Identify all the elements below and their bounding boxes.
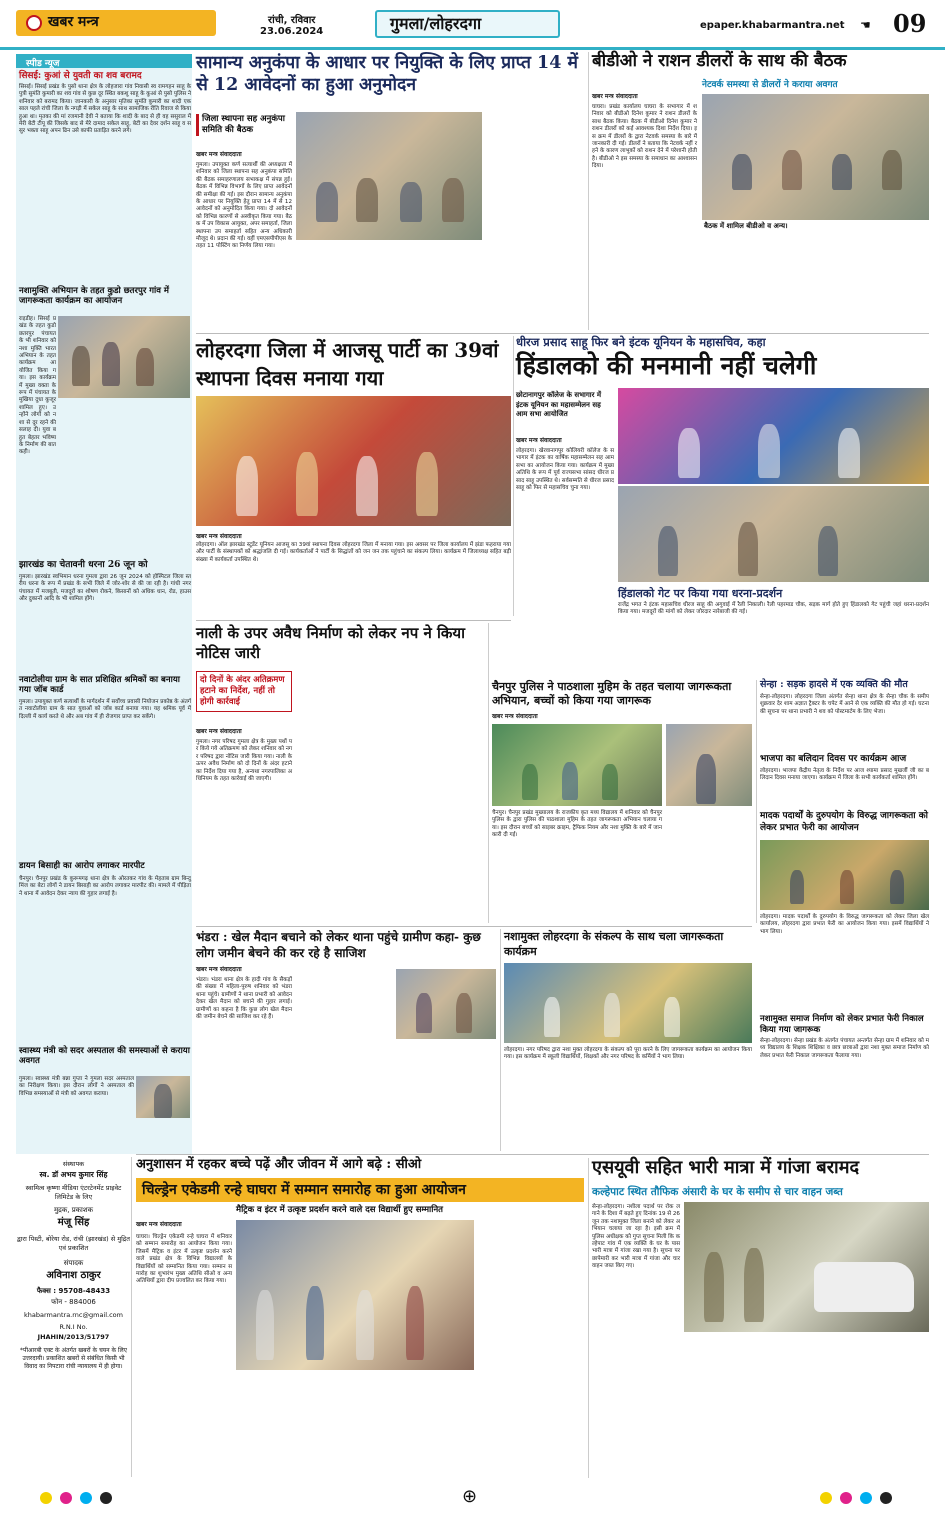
bhandra-photo xyxy=(396,969,496,1039)
brand-name: खबर मन्त्र xyxy=(48,14,99,30)
children-sub: मैट्रिक व इंटर में उत्कृष्ट प्रदर्शन करने वाले दस विद्यार्थी हुए सम्मानित xyxy=(236,1205,444,1215)
ganja-body: सेन्हा-लोहरदगा। नशीला पदार्थ पर रोक लगाने के दिशा में बढ़ते हुए दिनांक 19 से 26 जून तक नशामुक्त जिला बनाने को लेकर अभियान चलाया जा रहा है। इसी क्रम में पुलिस अधीक्षक को गुप्त सूचना मिली कि कल्हेपाट गांव में एक व्यक्ति के घर के पास भारी मात्रा में गांजा रखा गया है। सूचना पर छापेमारी कर भारी मात्रा में गांजा और चार वाहन जब्त किए गए। xyxy=(592,1204,680,1270)
sadak-photo xyxy=(760,840,929,910)
bdo-body-col2 xyxy=(702,234,929,328)
anukampa-photo xyxy=(296,112,482,240)
story-dhiraj xyxy=(516,336,929,676)
email[interactable]: khabarmantra.rnc@gmail.com xyxy=(24,1311,123,1319)
sadak-h3: मादक पदार्थों के दुरुपयोग के विरुद्ध जागरूकता को लेकर प्रभात फेरी का आयोजन xyxy=(760,811,928,833)
story-anukampa xyxy=(196,52,584,330)
s4-body: गुमला। उपायुक्त कर्ण सत्यार्थी के मार्गदर्शन में सर्वोच्च प्रवासी नियोजन प्रकोष्ठ के अंतर्गत नवाटोलीया ग्राम के सात युवाओं को जॉब कार्ड बनाया गया। यह श्रमिक पूर्व में दिल्ली में कार्य करते थे और अब गांव में ही रोजगार प्राप्त कर सकेंगे। xyxy=(19,699,191,720)
s3-title: झारखंड का चेतावनी धरना 26 जून को xyxy=(19,560,148,570)
printer: मंजू सिंह xyxy=(57,1217,90,1228)
story-nasha xyxy=(504,929,752,1151)
page-number: 09 xyxy=(893,9,927,38)
ganja-body-col3 xyxy=(808,1336,929,1474)
dhiraj-photo2 xyxy=(618,486,929,582)
speed-news-text: स्पीड न्यूज xyxy=(26,59,60,69)
s2-body-cont xyxy=(19,400,191,508)
nali-body: गुमला। नगर परिषद गुमला क्षेत्र के मुख्य पथों पर किये गये अतिक्रमण को लेकर शनिवार को नगर परिषद द्वारा नोटिस जारी किया गया। नाली के ऊपर अवैध निर्माण को दो दिनों के अंदर हटाने का निर्देश दिया गया है, अन्यथा नगरपालिका अधिनियम के तहत कार्रवाई की जाएगी। xyxy=(196,739,292,783)
s2-body: राइडीह। सिसई प्रखंड के तहत कुडो छतरपुर पंचायत के भी शनिवार को नशा मुक्ति भारत अभियान के तहत कार्यक्रम आयोजित किया गया। इस कार्यक्रम में मुख्य वक्ता के रूप में पंचायत के मुखिया दुधा कुजूर शामिल हुए। उन्होंने लोगों को नशा से दूर रहने की सलाह दी। युवा बहुत बेहतर भविष्य के निर्माण की बात कही। xyxy=(19,316,56,456)
nasha-headline: नशामुक्त लोहरदगा के संकल्प के साथ चला जागरूकता कार्यक्रम xyxy=(504,930,724,958)
sadak-body3: लोहरदगा। मादक पदार्थों के दुरुपयोग के विरुद्ध जागरूकता को लेकर जिला खेल कार्यालय, लोहरदगा द्वारा प्रभात फेरी का आयोजन किया गया। इसमें विद्यार्थियों ने भाग लिया। xyxy=(760,914,929,935)
children-kicker: अनुशासन में रहकर बच्चे पढ़ें और जीवन में आगे बढ़े : सीओ xyxy=(136,1157,422,1172)
bdo-photo xyxy=(702,94,929,220)
ganja-sub: कल्हेपाट स्थित तौफिक अंसारी के घर के समीप से चार वाहन जब्त xyxy=(592,1186,843,1198)
address: द्वारा पिस्टी, बोरेया रोड, रांची (झारखंड) से मुद्रित एवं प्रकाशित xyxy=(17,1234,130,1252)
children-photo xyxy=(236,1220,474,1370)
left-column xyxy=(16,54,192,1154)
anukampa-body-col3 xyxy=(486,162,582,328)
sadak-h2: भाजपा का बलिदान दिवस पर कार्यक्रम आज xyxy=(760,754,907,764)
children-headline: चिल्ड्रेन एकेडमी रन्हे घाघरा में सम्मान समारोह का हुआ आयोजन xyxy=(142,1182,466,1198)
s5-body: चैनपुर। चैनपुर प्रखंड के कुरूमगढ़ थाना क्षेत्र के ओरतकर गांव के मेहताब ग्राम बिन्दु मिंज का बेटा लोगों ने डायन बिसाही का आरोप लगाकर मारपीट की। मामले में पीड़िता ने थाना में आवेदन देकर न्याय की गुहार लगाई है। xyxy=(19,876,191,897)
dhiraj-sub: छोटानागपुर कॉलेज के सभागार में इंटक यूनियन का महासम्मेलन सह आम सभा आयोजित xyxy=(516,390,602,418)
bhandra-byline: खबर मन्त्र संवाददाता xyxy=(196,966,242,973)
s6-title: स्वास्थ्य मंत्री को सदर अस्पताल की समस्याओं से कराया अवगत xyxy=(19,1046,190,1066)
nali-body-col3 xyxy=(392,671,484,919)
ganja-body-col2 xyxy=(684,1336,804,1474)
dhiraj-byline: खबर मन्त्र संवाददाता xyxy=(516,437,562,444)
sadak-headline: सेन्हा : सड़क हादसे में एक व्यक्ति की मौत xyxy=(760,679,908,690)
dhiraj-kicker: धीरज प्रसाद साहू फिर बने इंटक यूनियन के महासचिव, कहा xyxy=(516,335,766,349)
children-body-col2 xyxy=(236,1374,474,1474)
brand-bar xyxy=(16,10,216,36)
anukampa-body-col2 xyxy=(296,244,482,328)
color-swatch-6 xyxy=(840,1492,852,1504)
chainpur-headline: चैनपुर पुलिस ने पाठशाला मुहिम के तहत चलाया जागरूकता अभियान, बच्चों को किया गया जागरूक xyxy=(492,680,732,707)
ajsu-photo xyxy=(196,396,511,526)
dhiraj-sub2: हिंडालको गेट पर किया गया धरना-प्रदर्शन xyxy=(618,587,783,600)
anukampa-headline: सामान्य अनुकंपा के आधार पर नियुक्ति के लिए प्राप्त 14 में से 12 आवेदनों का हुआ अनुमोदन xyxy=(196,53,578,95)
dhiraj-headline: हिंडालको की मनमानी नहीं चलेगी xyxy=(516,351,817,380)
bhandra-body-col2 xyxy=(296,977,392,1149)
printer-label: मुद्रक, प्रकाशक xyxy=(53,1206,94,1214)
bdo-photo-caption: बैठक में शामिल बीडीओ व अन्य। xyxy=(704,221,788,230)
color-swatch-2 xyxy=(60,1492,72,1504)
masthead-date: 23.06.2024 xyxy=(260,26,324,37)
masthead-city-day: रांची, रविवार xyxy=(268,15,316,26)
sadak-h4: नशामुक्त समाज निर्माण को लेकर प्रभात फेरी निकाल किया गया जागरूक xyxy=(760,1014,924,1035)
sadak-body4: सेन्हा-लोहरदगा। सेन्हा प्रखंड के अंतर्गत पंचायत अन्तर्गत सेन्हा ग्राम में शनिवार को मध्य विद्यालय के शिक्षक शिक्षिका व छात्र छात्राओं द्वारा नशा मुक्त समाज निर्माण को लेकर प्रभात फेरी निकाल जागरूकता फैलाया गया। xyxy=(760,1038,929,1059)
sadak-body2: लोहरदगा। भाजपा केंद्रीय नेतृत्व के निर्देश पर आज श्यामा प्रसाद मुखर्जी जी का बलिदान दिवस मनाया जाएगा। कार्यक्रम में जिला के सभी कार्यकर्ता शामिल होंगे। xyxy=(760,768,929,782)
s4-title: नवाटोलीया ग्राम के सात प्रशिक्षित श्रमिकों का बनाया गया जॉब कार्ड xyxy=(19,675,180,695)
bdo-body: घाघरा। प्रखंड कार्यालय घाघरा के सभागार में शनिवार को बीडीओ दिनेश कुमार ने राशन डीलरों के साथ बैठक किया। बैठक में बीडीओ दिनेश कुमार ने राशन डीलरों को कई आवश्यक दिशा निर्देश दिया। इस क्रम में डीलरों के द्वारा नेटवर्क समस्या के बारे में जानकारी दी गई। डीलरों ने बताया कि नेटवर्क नहीं रहने के कारण लाभुकों को राशन देने में परेशानी होती है। बीडीओ ने इस समस्या के समाधान का आश्वासन दिया। xyxy=(592,104,697,170)
nali-headline: नाली के उपर अवैध निर्माण को लेकर नप ने किया नोटिस जारी xyxy=(196,624,465,662)
bdo-byline: खबर मन्त्र संवाददाता xyxy=(592,93,638,100)
phone: फोन - 884006 xyxy=(51,1298,96,1306)
suv-shape xyxy=(814,1262,914,1312)
color-swatch-1 xyxy=(40,1492,52,1504)
rni-label: R.N.I No. xyxy=(59,1323,88,1331)
children-body: घाघरा। चिल्ड्रेन एकेडमी रन्हे घाघरा में शनिवार को सम्मान समारोह का आयोजन किया गया। जिसमें मैट्रिक व इंटर में उत्कृष्ट प्रदर्शन करने वाले प्रखंड क्षेत्र के विभिन्न विद्यालयों के विद्यार्थियों को सम्मानित किया गया। सम्मान समारोह का शुभारंभ मुख्य अतिथि सीओ व अन्य अतिथियों द्वारा दीप प्रज्वलित कर किया गया। xyxy=(136,1234,232,1285)
chainpur-body: चैनपुर। चैनपुर प्रखंड मुख्यालय के राजकीय कृत मध्य विद्यालय में शनिवार को चैनपुर पुलिस के द्वारा पुलिस की पाठशाला मुहिम के तहत जागरूकता अभियान चलाया गया। इस दौरान बच्चों को साइबर क्राइम, ट्रैफिक नियम और नशा मुक्ति के बारे में जानकारी दी गई। xyxy=(492,810,662,839)
nali-callout: दो दिनों के अंदर अतिक्रमण हटाने का निर्देश, नहीं तो होगी कार्रवाई xyxy=(196,671,292,712)
nali-byline: खबर मन्त्र संवाददाता xyxy=(196,728,242,735)
owner: स्वामित्व कृष्णा मीडिया एंटरटेनमेंट प्राइवेट लिमिटेड के लिए xyxy=(25,1184,122,1201)
editorial-box xyxy=(16,1157,132,1477)
cursor-icon: ☚ xyxy=(860,18,871,32)
website[interactable]: epaper.khabarmantra.net xyxy=(700,20,845,31)
ajsu-body: लोहरदगा। ऑल झारखंड स्टूडेंट यूनियन आजसू का 39वां स्थापना दिवस लोहरदगा जिला में मनाया गया। इस अवसर पर जिला कार्यालय में झंडा फहराया गया और पार्टी के संस्थापकों को श्रद्धांजलि दी गई। कार्यकर्ताओं ने पार्टी के सिद्धांतों को जन जन तक पहुंचाने का संकल्प लिया। कार्यक्रम में जिलाध्यक्ष सहित बड़ी संख्या में कार्यकर्ता उपस्थित थे। xyxy=(196,542,511,563)
story-children xyxy=(136,1158,584,1478)
rni-number: JHAHIN/2013/51797 xyxy=(37,1333,110,1341)
bdo-headline: बीडीओ ने राशन डीलरों के साथ की बैठक xyxy=(592,51,847,71)
nali-body-col2 xyxy=(296,671,388,919)
bhandra-headline: भंडरा : खेल मैदान बचाने को लेकर थाना पहुंचे ग्रामीण कहा- कुछ लोग जमीन बेचने की कर रहे है साजिश xyxy=(196,930,481,960)
ganja-photo xyxy=(684,1202,929,1332)
story-bhandra xyxy=(196,929,496,1151)
chainpur-body-col2 xyxy=(666,810,752,920)
legal-note: *पीआरबी एक्ट के अंतर्गत खबरों के चयन के लिए उत्तरदायी। प्रकाशित खबरों से संबंधित किसी भी विवाद का निपटारा रांची न्यायालय में ही होगा। xyxy=(20,1347,127,1370)
color-swatch-7 xyxy=(860,1492,872,1504)
dhiraj-body2: राजेंद्र भगत ने इंटक महासचिव धीरज साहू की अगुवाई में रैली निकाली। रैली पहरमाड चौक, सड़क मार्ग होते हुए हिंडालको गेट पहुंची जहां धरना-प्रदर्शन किया गया। मजदूरों की मांगों को लेकर जोरदार नारेबाजी की गई। xyxy=(618,602,929,616)
sadak-body: सेन्हा-लोहरदगा। लोहरदगा जिला अंतर्गत सेन्हा थाना क्षेत्र के सेन्हा चौक के समीप शुक्रवार देर शाम अज्ञात ट्रैक्टर के चपेट में आने से एक व्यक्ति की मौत हो गई। घटना की सूचना पर थाना प्रभारी ने शव को पोस्टमार्टम के लिए भेजा। xyxy=(760,694,929,715)
nasha-photo xyxy=(504,963,752,1043)
story-sadak xyxy=(760,680,929,1150)
dhiraj-photo xyxy=(618,388,929,484)
nasha-body: लोहरदगा। नगर परिषद द्वारा नशा मुक्त लोहरदगा के संकल्प को पूरा करने के लिए जागरूकता कार्यक्रम का आयोजन किया गया। इस कार्यक्रम में स्कूली विद्यार्थियों, शिक्षकों और नगर परिषद के कर्मियों ने भाग लिया। xyxy=(504,1047,752,1061)
story-chainpur xyxy=(492,680,752,923)
founder-label: संस्थापक xyxy=(62,1160,85,1168)
ajsu-headline: लोहरदगा जिला में आजसू पार्टी का 39वां स्थापना दिवस मनाया गया xyxy=(196,338,499,390)
story-ganja xyxy=(592,1158,929,1478)
s2-title: नशामुक्ति अभियान के तहत कुडो छतरपुर गांव में जागरूकता कार्यक्रम का आयोजन xyxy=(19,286,170,306)
fax: फैक्स : 95708-48433 xyxy=(36,1287,111,1295)
ganja-headline: एसयूवी सहित भारी मात्रा में गांजा बरामद xyxy=(592,1157,860,1178)
color-swatch-3 xyxy=(80,1492,92,1504)
editor-label: संपादक xyxy=(63,1258,84,1267)
chainpur-photo2 xyxy=(666,724,752,806)
bhandra-body-col3 xyxy=(396,1043,496,1149)
editor: अविनाश ठाकुर xyxy=(46,1269,101,1281)
s5-title: डायन बिसाही का आरोप लगाकर मारपीट xyxy=(19,861,145,871)
story-ajsu xyxy=(196,336,511,616)
chainpur-photo xyxy=(492,724,662,806)
registration-mark-icon: ⊕ xyxy=(462,1486,478,1507)
anukampa-sub: जिला स्थापना सह अनुकंपा समिति की बैठक xyxy=(196,114,292,136)
s2-photo xyxy=(58,316,190,398)
anukampa-body: गुमला। उपायुक्त कर्ण सत्यार्थी की अध्यक्षता में शनिवार को जिला स्थापना सह अनुकंपा समिति की बैठक समाहरणालय सभाकक्ष में संपन्न हुई। बैठक में विभिन्न विभागों के लिए प्राप्त आवेदनों की समीक्षा की गई। इस दौरान सामान्य अनुकंपा के आधार पर नियुक्ति हेतु प्राप्त 14 में से 12 आवेदनों को अनुमोदित किया गया। दो आवेदनों को विभिन्न कारणों से अस्वीकृत किया गया। बैठक में उप विकास आयुक्त, अपर समाहर्ता, जिला स्थापना उप समाहर्ता सहित अन्य अधिकारी मौजूद थे। प्रदान की गई। वहीं एमएसपीपीएस के तहत 11 पोस्टिंग का निर्णय लिया गया। xyxy=(196,162,292,250)
anukampa-byline: खबर मन्त्र संवाददाता xyxy=(196,151,242,158)
section-title: गुमला/लोहरदगा xyxy=(390,14,482,33)
story-bdo xyxy=(592,52,929,330)
s1-title: सिसई: कुआं से युवती का शव बरामद xyxy=(19,71,142,81)
dhiraj-body: लोहरदगा। खेरवानागपुर कोलियरी कॉलेज के सभागार में इंटक का वार्षिक महासम्मेलन सह आम सभा का आयोजन किया गया। कार्यक्रम में मुख्य अतिथि के रूप में पूर्व राज्यसभा सांसद धीरज प्रसाद साहू उपस्थित थे। सर्वसम्मति से धीरज प्रसाद साहू को फिर से महासचिव चुना गया। xyxy=(516,448,614,492)
s1-body: सिसई। सिसई प्रखंड के पुसो थाना क्षेत्र के लोहजारा गांव निवासी स्व रामगहन साहू के पुत्री सुमंति कुमारी का शव गांव से कुछ दूर स्थित बकशु साहू के कुआं से पुसो पुलिस ने शनिवार को बरामद किया। जानकारी के अनुसार मृतिका सुमंति कुमारी का शादी एक साल पहले रांची जिला के नगड़ी में सकेल साहू के साथ सामाजिक रीति रिवाज से किया हुआ था। मृतका की मां रजमानी देवी ने बताया कि शादी के बाद से ही वह ससुराल में मेरी बेटी टीपू की जिसके बाद से मेरे दामाद सकेल साहू, बेटी का देवर दर्शन साहू व ससुर भक्ता साहू अपन ढिन उसे काफी प्रताड़ित करने लगे। xyxy=(19,84,191,135)
story-nali xyxy=(196,623,485,923)
masthead xyxy=(0,0,945,50)
children-byline: खबर मन्त्र संवाददाता xyxy=(136,1221,182,1228)
bdo-sub: नेटवर्क समस्या से डीलरों ने कराया अवगत xyxy=(702,80,838,90)
children-body-col3 xyxy=(478,1220,584,1474)
brand-logo-icon xyxy=(26,15,42,31)
ajsu-byline: खबर मन्त्र संवाददाता xyxy=(196,533,242,540)
s6-body: गुमला। स्वास्थ्य मंत्री बन्ना गुप्ता ने गुमला सदर अस्पताल का निरीक्षण किया। इस दौरान लोगों ने अस्पताल की विभिन्न समस्याओं से मंत्री को अवगत कराया। xyxy=(19,1076,134,1097)
color-swatch-8 xyxy=(880,1492,892,1504)
color-swatch-4 xyxy=(100,1492,112,1504)
bhandra-body: भंडरा। भंडरा थाना क्षेत्र के हादी गांव के सैकड़ों की संख्या में महिला-पुरुष शनिवार को भंडरा थाना पहुंचे। ग्रामीणों ने थाना प्रभारी को आवेदन देकर खेल मैदान को बचाने की गुहार लगाई। ग्रामीणों का कहना है कि कुछ लोग खेल मैदान की जमीन बेचने की साजिश कर रहे हैं। xyxy=(196,977,292,1021)
s6-photo xyxy=(136,1076,190,1118)
chainpur-byline: खबर मन्त्र संवाददाता xyxy=(492,713,538,720)
color-swatch-5 xyxy=(820,1492,832,1504)
footer xyxy=(0,1480,945,1517)
founder: स्व. डॉ अभय कुमार सिंह xyxy=(39,1170,108,1179)
s3-body: गुमला। झारखंड स्वभिमान धरना गुमला द्वारा 26 जून 2024 को होस्पिटल जिला स्तरीय धरना के रूप में प्रखंड के सभी जिले में जोर-शोर से की जा रही है। गांधी नगर पंचायत में मजबूती, मजदूरों का शोषण रोकने, किसानों को अधिक धान, रोड, हाउस और दुकानों आदि के भी शामिल होंगे। xyxy=(19,574,191,603)
